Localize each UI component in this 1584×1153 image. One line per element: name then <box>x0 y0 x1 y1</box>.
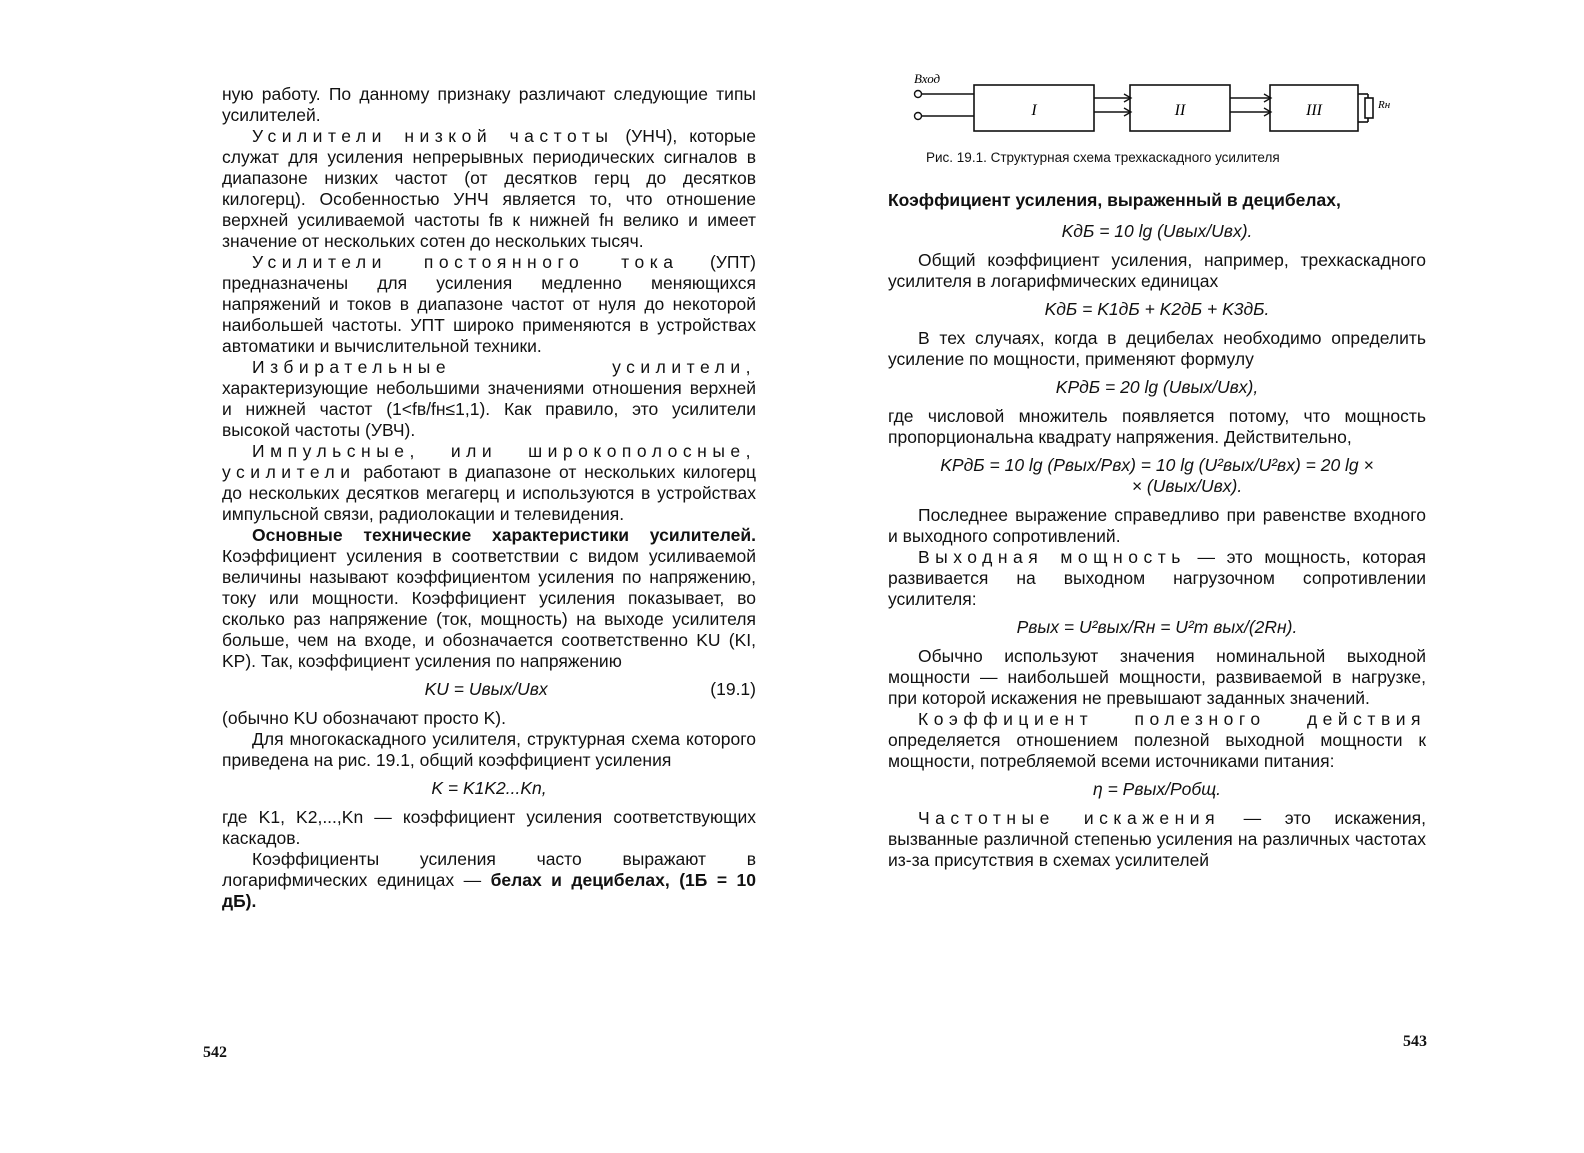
paragraph: Для многокаскадного усилителя, структурная схема которого приведена на рис. 19.1, общий коэффициент усиления <box>222 729 756 770</box>
bold-text: белах и децибелах, (1Б = 10 дБ). <box>222 870 756 911</box>
formula: η = Pвых/Pобщ. <box>1093 779 1221 799</box>
input-terminal <box>915 91 922 98</box>
paragraph-pulse-amplifiers <box>222 441 756 525</box>
paragraph-text: — это мощность, которая развивается на выходном нагрузочном сопротивлении усилителя: <box>888 547 1426 609</box>
formula-row <box>222 679 756 700</box>
paragraph: ную работу. По данному признаку различают следующие типы усилителей. <box>222 84 756 125</box>
amplifier-block-diagram <box>906 72 1406 134</box>
paragraph-text: определяется отношением полезной выходной мощности к мощности, потребляемой всеми источниками питания: <box>888 730 1426 771</box>
decibel-heading: Коэффициент усиления, выраженный в децибелах, <box>888 190 1341 210</box>
formula: KдБ = 10 lg (Uвых/Uвх). <box>1061 221 1253 241</box>
term: Частотные искажения <box>918 808 1221 828</box>
formula: Pвых = U²вых/Rн = U²m вых/(2Rн). <box>1016 617 1298 637</box>
paragraph-text: Коэффициент усиления в соответствии с видом усиливаемой величины называют коэффициентом усиления по напряжению, току или мощности. Коэффициент усиления показывает, во сколько раз напряжение (ток, мощность) на выходе усилителя больше, чем на входе, и обозначается соответственно KU (KI, KP). Так, коэффициент усиления по напряжению <box>222 546 756 671</box>
paragraph <box>222 849 756 912</box>
term: Коэффициент полезного действия <box>918 709 1426 729</box>
paragraph-text: Коэффициенты усиления часто выражают в логарифмических единицах — <box>222 849 756 890</box>
page-number: 543 <box>1403 1033 1427 1050</box>
paragraph: Обычно используют значения номинальной выходной мощности — наибольшей мощности, развиваемой в нагрузке, при которой искажения не превышают заданных значений. <box>888 646 1426 708</box>
term: Выходная мощность <box>918 547 1186 567</box>
formula: KPдБ = 20 lg (Uвых/Uвх), <box>1055 377 1259 397</box>
formula: KU = Uвых/Uвх <box>424 679 548 699</box>
term: Избирательные усилители, <box>252 357 756 377</box>
paragraph: Последнее выражение справедливо при равенстве входного и выходного сопротивлений. <box>888 505 1426 546</box>
paragraph-text: — это искажения, вызванные различной степенью усиления на различных частотах из-за присутствия в схемах усилителей <box>888 808 1426 870</box>
paragraph: (обычно KU обозначают просто K). <box>222 708 506 728</box>
load-label: Rн <box>1378 99 1391 111</box>
formula-number: (19.1) <box>710 679 756 699</box>
paragraph-frequency-distortion <box>888 808 1426 871</box>
formula: K = K1K2...Kn, <box>431 778 547 798</box>
paragraph-text: работают в диапазоне от нескольких килогерц до нескольких десятков мегагерц и используются в устройствах импульсной связи, радиолокации и телевидения. <box>222 462 756 524</box>
load-resistor <box>1365 98 1373 118</box>
stage-2-label: II <box>1174 102 1186 119</box>
paragraph-text: (УПТ) предназначены для усиления медленно меняющихся напряжений и токов в диапазоне частот от нуля до некоторой наибольшей частоты. УПТ широко применяются в устройствах автоматики и вычислительной техники. <box>222 252 757 356</box>
paragraph-lf-amplifiers <box>222 126 756 252</box>
section-heading: Основные технические характеристики усилителей. <box>252 525 756 545</box>
paragraph: где K1, K2,...,Kn — коэффициент усиления соответствующих каскадов. <box>222 807 756 848</box>
formula-continuation: × (Uвых/Uвх). <box>1131 476 1243 496</box>
paragraph-selective-amplifiers <box>222 357 756 441</box>
paragraph-characteristics <box>222 525 756 672</box>
term: Импульсные, или широкополосные, усилители <box>222 441 756 482</box>
paragraph-dc-amplifiers <box>222 252 756 357</box>
diagram-input-label: Вход <box>914 72 941 86</box>
term: Усилители низкой частоты <box>252 126 614 146</box>
paragraph-text: (УНЧ), которые служат для усиления непрерывных периодических сигналов в диапазоне низких частот (от десятков герц до десятков килогерц). Особенностью УНЧ является то, что отношение верхней усиливаемой частоты fв к нижней fн велико и имеет значение от нескольких сотен до нескольких тысяч. <box>222 126 756 251</box>
term: Усилители постоянного тока <box>252 252 679 272</box>
page-number: 542 <box>203 1044 227 1061</box>
formula: KдБ = K1дБ + K2дБ + K3дБ. <box>1044 299 1270 319</box>
stage-1-label: I <box>1031 102 1037 119</box>
paragraph-text: характеризующие небольшими значениями отношения верхней и нижней частот (1<fв/fн≤1,1). Как правило, это усилители высокой частоты (УВЧ). <box>222 378 756 440</box>
stage-3-label: III <box>1306 102 1322 119</box>
paragraph: Общий коэффициент усиления, например, трехкаскадного усилителя в логарифмических единицах <box>888 250 1426 291</box>
formula: KPдБ = 10 lg (Pвых/Pвх) = 10 lg (U²вых/U²вх) = 20 lg × <box>940 455 1374 475</box>
input-terminal <box>915 113 922 120</box>
paragraph-efficiency <box>888 709 1426 772</box>
right-text-column <box>888 190 1426 871</box>
paragraph: В тех случаях, когда в децибелах необходимо определить усиление по мощности, применяют формулу <box>888 328 1426 369</box>
paragraph: где числовой множитель появляется потому, что мощность пропорциональна квадрату напряжения. Действительно, <box>888 406 1426 447</box>
figure-caption: Рис. 19.1. Структурная схема трехкаскадного усилителя <box>926 150 1280 165</box>
left-text-column <box>222 84 756 912</box>
paragraph-output-power <box>888 547 1426 610</box>
